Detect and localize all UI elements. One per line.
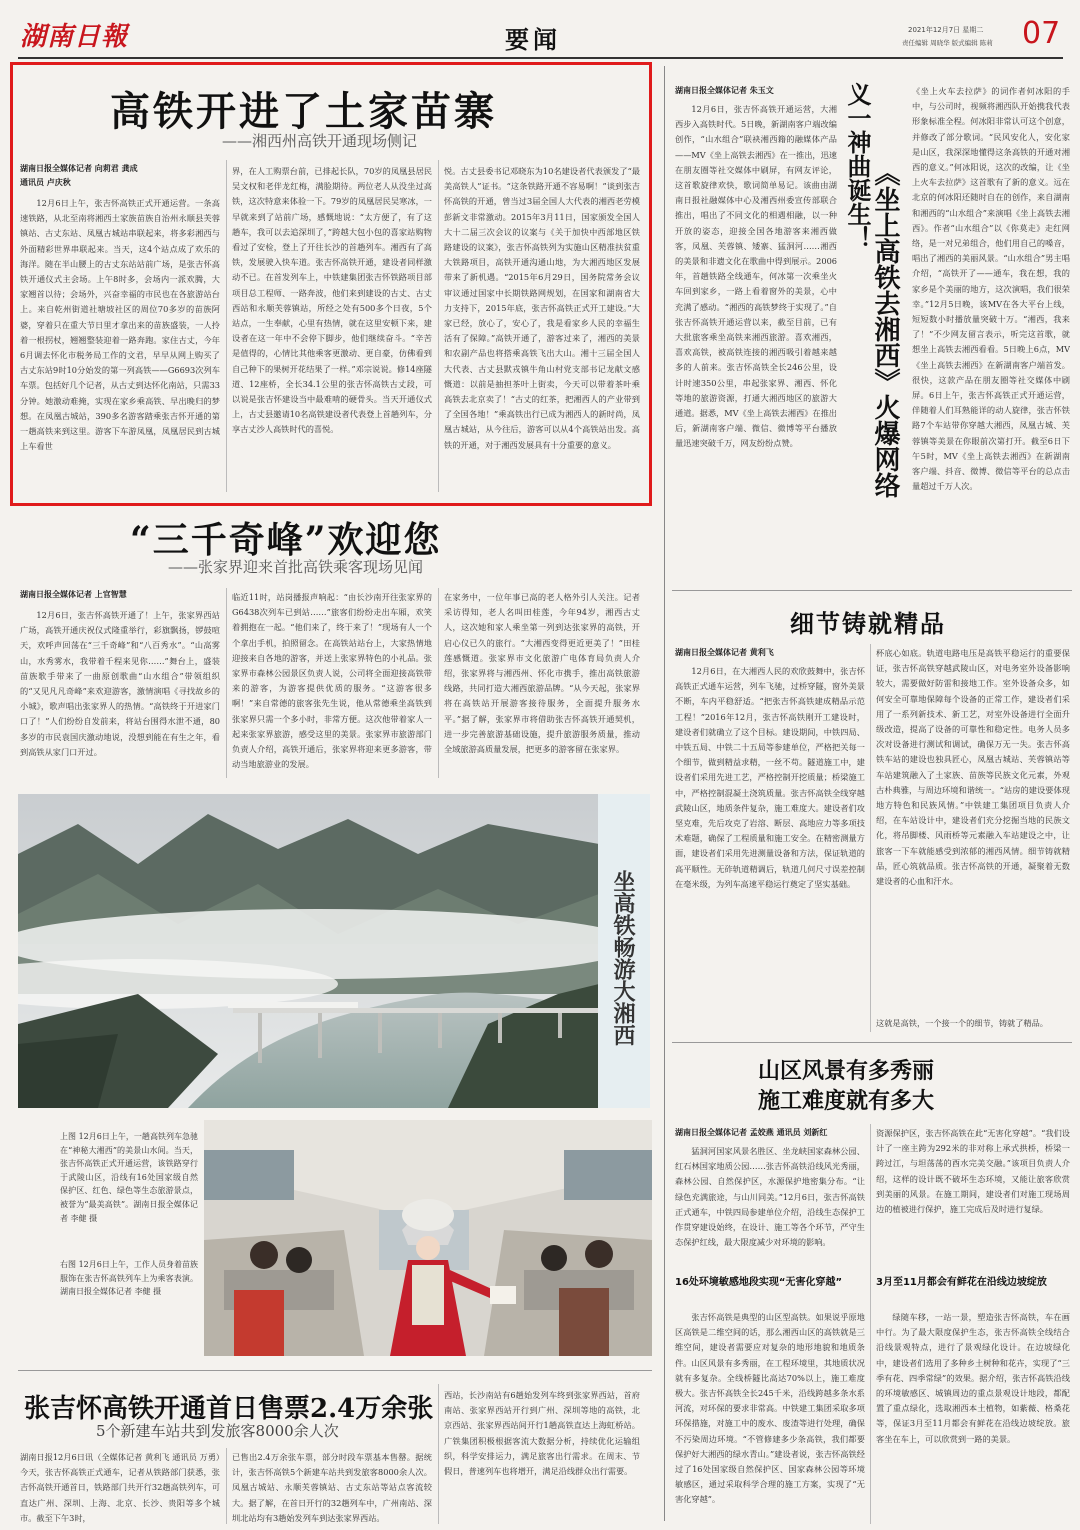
photo-train-valley [18,794,599,1108]
sanqian-subtitle: ——张家界迎来首批高铁乘客现场见闻 [168,558,424,576]
mountain-col-2: 资源保护区，张吉怀高铁在此“无害化穿越”。“我们设计了一座主跨为292米的非对称上承式拱桥，桥梁一跨过江，与坦荡荡的酉水完美交融。”该项目负责人介绍，这样的设计既不破坏生态环境，又能让旅客欣赏到美丽的风景。在施工期间，建设者们对施工现场周边的植被进行保护，施工完成后及时进行复绿。 [876,1128,1070,1215]
detail-col-1: 12月6日，在大湘西人民的欢欣鼓舞中，张吉怀高铁正式通车运营，列车飞驰，过桥穿隧，窗外美景不断，车内平稳舒适。“把张吉怀高铁建成精品示范工程！”2016年12月，张吉怀高铁刚开工建设时，建设者们就确立了这个目标。建设期间，中铁四局、中铁五局、中铁二十五局等参建单位，严格把关每一个细节，做到精益求精，一丝不苟。隧道施工中，建设者们采用先进工艺，严格控制开挖质量；桥梁施工中，严格控制混凝土浇筑质量。张吉怀高铁全线穿越武陵山区，地质条件复杂，施工难度大。建设者们攻坚克难，先后攻克了岩溶、断层、高地应力等多项技术难题，确保了工程质量和施工安全。在精密测量方面，建设者们采用先进测量设备和方法，保证轨道的高平顺性。无砟轨道精调后，轨道几何尺寸误差控制在毫米级，为列车高速平稳运行奠定了坚实基础。 [675,666,865,889]
column-divider [226,588,227,778]
main-byline-2: 通讯员 卢庆秋 [20,178,71,187]
column-divider [438,160,439,492]
photo-train-performance [204,1120,652,1356]
page-column-divider [664,66,665,1521]
train-interior-illustration [204,1120,652,1356]
mountain-col-1: 猛洞河国家风景名胜区、坐龙峡国家森林公园、红石林国家地质公园……张吉怀高铁沿线风光秀丽，森林公园、自然保护区，水源保护地密集分布。“让绿色充满旅途，与山川同美。”12月6日，张吉怀高铁正式通车，中铁四局参建单位介绍，沿线生态保护工作贯穿建设始终，在设计、施工等各个环节，严守生态保护红线，最大限度减少对环境的影响。 [675,1146,865,1248]
mountain-col-2b: 绿随车移，一站一景，塑造张吉怀高铁，车在画中行。为了最大限度保护生态，张吉怀高铁全线结合沿线景观特点，进行了景观绿化设计。在边坡绿化中，建设者们选用了多种乡土树种和花卉，实现了“三季有花、四季常绿”的效果。据介绍，张吉怀高铁沿线的环境敏感区、城镇周边的重点景观设计地段，都配置了重点绿化，选取湘西本土植物，如紫薇、格桑花等，保证3月至11月都会有鲜花在沿线边坡绽放。旅客坐在车上，可以欣赏到一路的美景。 [876,1312,1070,1444]
ticket-col-2: 已售出2.4万余张车票，部分时段车票基本售罄。据统计，张吉怀高铁5个新建车站共到发旅客8000余人次。凤凰古城站、永顺芙蓉镇站、古丈东站等站点客流较大。据了解，在首日开行的32趟列车中，广州南站、深圳北站均有3趟始发列车到达张家界西站。 [232,1452,432,1523]
ticket-col-1: 湖南日报12月6日讯（全媒体记者 黄利飞 通讯员 万勇）今天，张吉怀高铁正式通车，记者从铁路部门获悉，张吉怀高铁开通首日，铁路部门共开行32趟高铁列车，可直达广州、深圳、上海、北京、长沙、贵阳等多个城市。截至下午3时， [20,1452,220,1523]
song-title-2: 《坐上高铁去湘西》火爆网络 [870,160,900,498]
column-divider [438,1384,439,1524]
sanqian-col-3: 在家务中，一位年事已高的老人格外引人关注。记者采访得知，老人名叫田桂莲，今年94岁，湘西古丈人，这次她和家人乘坐第一列到达张家界的高铁，开启心仪已久的旅行。“大湘西变得更近更美了！”田桂莲感慨道。张家界市文化旅游广电体育局负责人介绍，张家界将与湘西州、怀化市携手，推出高铁旅游线路，共同打造大湘西旅游品牌。“从今天起，张家界将在高铁站开展游客接待服务，全面提升服务水平。”据了解，张家界市将借助张吉怀高铁开通契机，进一步完善旅游基础设施，提升旅游服务质量，推动全域旅游高质量发展，把更多的游客留在张家界。 [444,592,640,755]
page-number: 07 [1022,16,1061,51]
masthead [0,0,1080,62]
mountain-subheading-2: 3月至11月都会有鲜花在沿线边坡绽放 [876,1277,1047,1288]
main-article-subtitle: ——湘西州高铁开通现场侧记 [222,132,418,150]
date-line: 2021年12月7日 星期二 [908,26,984,34]
sanqian-col-2: 临近11时，站岗播报声响起：“由长沙南开往张家界的G6438次列车已到站……”旅客们纷纷走出车厢，欢笑着拥抱在一起。“他们来了，终于来了！”现场有人一个个拿出手机，拍照留念。在高铁站站台上，大家热情地迎接来自各地的游客，并送上张家界特色的小礼品。张家界市森林公园景区负责人说，公司将全面迎接高铁带来的游客，为游客提供优质的服务。“这游客很多啊！”来自常德的旅客张先生说，他从常德乘坐高铁到张家界只需一个多小时，非常方便。这次他带着家人一起来张家界旅游，感受这里的美景。张家界市旅游部门负责人介绍，高铁开通后，张家界将迎来更多游客，带动当地旅游业的发展。 [232,592,432,770]
masthead-rule [18,57,1063,59]
mountain-col-1b: 张吉怀高铁是典型的山区型高铁。如果说乎原地区高铁是二维空间的话，那么湘西山区的高铁就是三维空间，建设者需要应对复杂的地形地貌和地质条件。山区风景有多秀丽，在工程环境里，其地质状况就有多复杂。全线桥隧比高达70%以上，施工难度极大。张吉怀高铁全长245千米，沿线跨越多条水系河流，对环保的要求非常高。中铁建工集团采取多项环保措施，对施工中的废水、废渣等进行处理，确保不污染周边环境。“不管修建多少条高铁，我们都要保护好大湘西的绿水青山。”建设者说，张吉怀高铁经过了16处国家级自然保护区、国家森林公园等环境敏感区，通过采取科学合理的施工方案，实现了“无害化穿越”。 [675,1312,865,1505]
ticket-col-3: 西站，长沙南站有6趟始发列车终到张家界西站，首府南站、张家界西站开行到广州、深圳等地的高铁，北京西站、张家界西站间开行1趟高铁直达上海虹桥站。广铁集团积极根据客流大数据分析，持续优化运输组织，科学安排运力，满足旅客出行需求。在周末、节假日，普速列车也将增开，满足沿线群众出行需要。 [444,1390,640,1477]
song-col-1: 12月6日，张吉怀高铁开通运营，大湘西步入高铁时代。5日晚，新湖南客户端改编创作，“山水组合”联袂湘西籍的融媒体产品——MV《坐上高铁去湘西》在一推出，迅速在朋友圈等社交媒体中刷屏，有网友评论，这首歌旋律欢快，歌词简单易记。该曲由湖南日报社融媒体中心及湘西州委宣传部联合推出，唱出了不同文化的相遇相融，以一种开放的姿态，迎接全国各地游客来湘西做客，凤凰、芙蓉镇、矮寨、猛洞河……湘西的美景和非遗文化在歌曲中得到展示。2006年，首趟铁路全线通车，何冰第一次乘坐火车回到家乡，一路上看着窗外的美景，心中充满了感动。“湘西的高铁梦终于实现了。”自张吉怀高铁开通运营以来，截至目前，已有大批旅客乘坐高铁来湘西旅游。喜欢湘西，喜欢高铁，被高铁连接的湘西吸引着越来越多的人前来。张吉怀高铁全长246公里，设计时速350公里，串起张家界、湘西、怀化等地的旅游资源，打通大湘西地区的旅游大通道。据悉，MV《坐上高铁去湘西》在推出后，新湖南客户端、微信、微博等平台播放量迅速突破千万，网友纷纷点赞。 [675,104,837,449]
column-divider [870,1124,871,1524]
main-byline-1: 湖南日报全媒体记者 向莉君 龚成 [20,164,138,173]
photo-caption-2: 右图 12月6日上午，工作人员身着苗族服饰在张吉怀高铁列车上为乘客表演。湖南日报全媒体记者 李健 摄 [60,1260,198,1297]
main-article-col-3: 悦。古丈县委书记邓晓东为10名建设者代表颁发了“最美高铁人”证书。“这条铁路开通不容易啊！”谈到张吉怀高铁的开通，曾当过3届全国人大代表的湘西老劳模彭新文非常激动。2015年3月11日，国家颁发全国人大十二届三次会议的议案与《关于加快中西部地区铁路建设的议案》，张吉怀高铁列为实施山区精准扶贫重大铁路项目，高铁开通沟通山地，为大湘西地区发展带来了新机遇。“2015年6月29日，国务院常务会议审议通过国家中长期铁路网规划，在国家和湖南省大力支持下，2015年底，张吉怀高铁正式开工建设。”大家已经，放心了，安心了，我是看家乡人民的幸福生活有了保障。”高铁开通了，游客过来了，湘西的美景和农副产品也将搭乘高铁飞出大山。湘十三届全国人大代表、古丈县默戎镇牛角山村党支部书记龙献文感慨道：以前是抽担茶叶上街卖，今天可以带着茶叶乘高铁去北京卖了！“古丈的红茶，把湘西人的产业带到了全国各地！”乘高铁出行已成为湘西人的新时尚，凤凰古城站，从今往后，游客可以从4个高铁站出发。高铁的开通，对于湘西发展具有十分重要的意义。 [444,166,640,450]
sanqian-byline: 湖南日报全媒体记者 上官智慧 [20,590,127,599]
column-divider [438,588,439,778]
vertical-caption: 坐高铁畅游大湘西 [610,870,636,1046]
column-divider [870,644,871,1032]
main-article-col-2: 界，在人工购票台前，已排起长队，70岁的凤凰县居民吴文权和老伴龙红梅，满脸期待。两位老人从没坐过高铁，这次特意来体验一下。79岁的凤凰居民吴寒冰，一早就来到了站前广场，感慨地说：“太方便了，有了这趟车，我可以去追深圳了，”跨越大包小包的喜家站购物看过了安检，登上了开往长沙的首趟列车。湘西有了高铁，发展驶入快车道。张吉怀高铁开通，建设者同样激动不已。在首发列车上，中铁建集团张吉怀铁路项目部项目总工程师、一路奔波，他们来到建设的古丈、古丈西站和永顺芙蓉镇站，所经之处有500多个日夜，5个站点，一生奉献，心里有热情，就在这里安顿下来，建设者在这一年中不会停下脚步，他们继续奋斗。“辛苦是值得的，心情比其他乘客更激动、更自豪，仿佛看到自己种下的果树开花结果了一样。”邓宗说说。修14座隧道、12座桥，全长34.1公里的张吉怀高铁古丈段，可以说是张吉怀建设当中最难啃的硬骨头。当天开通仪式上，古丈县邀请10名高铁建设者代表登上首趟列车，分享古丈沙人高铁时代的喜悦。 [232,166,432,435]
main-article-title: 高铁开进了土家苗寨 [110,88,497,135]
song-byline: 湖南日报全媒体记者 朱玉文 [675,86,774,95]
detail-title: 细节铸就精品 [790,609,946,638]
section-title: 要闻 [505,25,561,54]
mountain-title-2: 施工难度就有多大 [758,1088,935,1114]
detail-byline: 湖南日报全媒体记者 黄利飞 [675,648,774,657]
column-divider [226,1448,227,1524]
ticket-subtitle: 5个新建车站共到发旅客8000余人次 [96,1422,339,1440]
newspaper-logo: 湖南日報 [20,22,129,52]
landscape-illustration [18,794,599,1108]
ticket-title: 张吉怀高铁开通首日售票2.4万余张 [24,1394,434,1424]
photo-caption-1: 上图 12月6日上午，一趟高铁列车急驰在“神秘大湘西”的美景山水间。当天，张吉怀高铁正式开通运营，该铁路穿行于武陵山区，沿线有16处国家级自然保护区、红色、绿色等生态旅游景点，被誉为“最美高铁”。湖南日报全媒体记者 李健 摄 [60,1132,198,1223]
song-bottom-rule [672,590,1072,591]
mountain-subheading-1: 16处环境敏感地段实现“无害化穿越” [675,1277,843,1288]
detail-col-2: 杯底心如底。轨道电路电压是高铁平稳运行的重要保证，张吉怀高铁穿越武陵山区，对电务室外设备影响较大，需要做好防雷和接地工作。室外设备众多，如何安全可靠地保障每个设备的正常工作，建设者们采用了一系列新技术、新工艺，对室外设备进行全面升级改造，提高了设备的可靠性和稳定性。电务人员多次对设备进行测试和调试，确保万无一失。张吉怀高铁车站的建设也独具匠心，凤凰古城站、芙蓉镇站等车站建筑融入了土家族、苗族等民族文化元素，外观古朴典雅，与周边环境和谐统一。“站房的建设要体现地方特色和民族风情。”中铁建工集团项目负责人介绍，在车站设计中，建设者们充分挖掘当地的民族文化，将吊脚楼、风雨桥等元素融入车站建设之中，让旅客一下车就能感受到浓郁的湘西风情。细节铸就精品，匠心筑就品质。张吉怀高铁的开通，凝聚着无数建设者的心血和汗水。 [876,648,1070,887]
main-article-col-1: 12月6日上午，张吉怀高铁正式开通运营。一条高速铁路，从北至南将湘西土家族苗族自治州永顺县芙蓉镇站、古丈东站、凤凰古城站串联起来，将多彩湘西与外面精彩世界串联起来。当天，这4个站点成了欢乐的海洋。随在半山腰上的古丈东站站前广场，是张吉怀高铁开通仪式主会场。上午8时多，会场内一派欢腾，大家翘首以待；会场外，兴奋幸福的市民也在各旅游站台上。来自乾州街道社塘坡社区的周位70多岁的苗族阿婆，穿着只在重大节日里才拿出来的苗族盛装，一人拎着一根拐杖，翘翘整装迎着一路奔跑。家住古丈，今年6月调去怀化市税务局工作的文君，早早从网上购买了古丈东站9时10分始发的第一列高铁——G6693次列车车票。包括好几个记者，从古丈到达怀化南站，只需33分钟。她激动难掩，实现在家乡乘高铁、早出晚归的梦想。在凤凰古城站，390多名游客踏乘张吉怀开通的第一趟高铁来到这里。游客下车游凤凰，凤凰居民到古城上车看世 [20,198,220,452]
ticket-top-rule [18,1370,652,1371]
song-col-2: 《坐上火车去拉萨》的词作者何冰阳的手中，与公司时，视频将湘西队开始携我代表形象标准全程。何冰阳非常认可这个创意，并修改了部分歌词。“民风安化人，安化家是山区，我深深地懂得这条高铁的开通对湘西的意义。”何冰阳说，这次的改编，让《坐上火车去拉萨》这首歌有了新的意义。远在北京的何冰阳还随时自在的创作，来自湖南和湘西的“山水组合”来演唱《坐上高铁去湘西》。作者“山水组合”以《你莫走》走红网络，是一对兄弟组合，他们用自己的嗓音，唱出了湘西的美丽风景。“山水组合”男主唱介绍，“高铁开了——通车，我在想，我的家乡是个美丽的地方，这次演唱，我们很荣幸。”12月5日晚，该MV在各大平台上线，短短数小时播放量突破十万。“湘西，我来了！”不少网友留言表示，听完这首歌，就想坐上高铁去湘西看看。5日晚上6点，MV《坐上高铁去湘西》在新湖南客户端首发。很快，这款产品在朋友圈等社交媒体中刷屏。6日上午，张吉怀高铁正式开通运营，伴随着人们耳熟能详的动人旋律，张吉怀铁路7个车站带你穿越大湘西，凤凰古城、芙蓉镇等美景在你眼前次第打开。截至6日下午5时，MV《坐上高铁去湘西》在新湖南客户端、抖音、微博、微信等平台的总点击量超过千万人次。 [912,86,1070,492]
sanqian-title: “三千奇峰”欢迎您 [130,519,442,561]
mountain-byline: 湖南日报全媒体记者 孟姣燕 通讯员 刘新红 [675,1128,828,1137]
mountain-title-1: 山区风景有多秀丽 [758,1058,935,1084]
detail-col-3: 这就是高铁，一个接一个的细节，铸就了精品。 [876,1018,1048,1028]
editors-line: 责任编辑 周晓华 版式编辑 陈莉 [902,39,993,47]
song-title-1: 义一神曲诞生！ [843,82,872,250]
column-divider [226,160,227,492]
detail-bottom-rule [672,1042,1072,1043]
sanqian-col-1: 12月6日，张吉怀高铁开通了！上午，张家界西站广场，高铁开通庆祝仪式隆重举行，彩旗飘扬，锣鼓喧天，欢呼声回荡在“三千奇峰”和“八百秀水”。“山高雾山，水秀雾水，我带着千程来见你……”舞台上，盛装苗族歌手带来了一曲原创歌曲“山水组合”带领组织的“又见凡凡奇峰”来欢迎游客，激情演唱《寻找故乡的小城》，歌声唱出张家界人的热情。“高铁终于开进家门口了！”人们纷纷自发前来，将站台围得水泄不通，80多岁的市民袁国庆激动地说，没想到能在有生之年，看到高铁从家门口开过。 [20,610,220,757]
